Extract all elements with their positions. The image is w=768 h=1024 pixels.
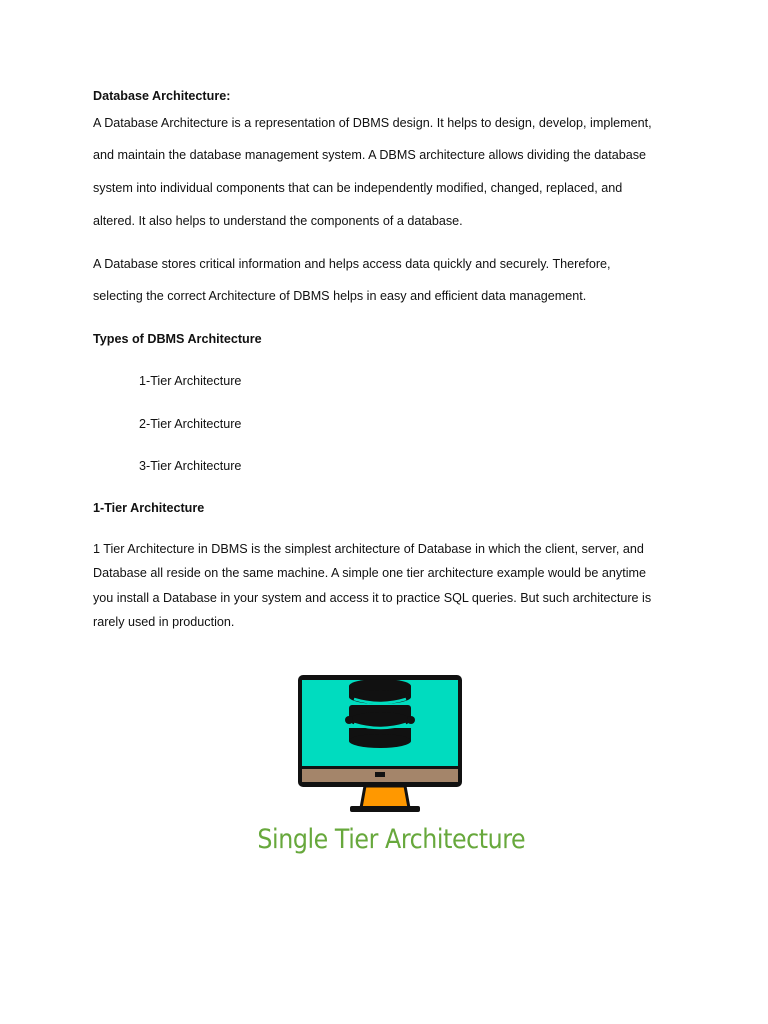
tier1-line: 1 Tier Architecture in DBMS is the simplest architecture of Database in which the client, server, and: [93, 542, 644, 556]
heading-database-architecture: Database Architecture:: [93, 89, 231, 103]
list-item-3-tier: 3-Tier Architecture: [139, 459, 242, 473]
intro-line: altered. It also helps to understand the components of a database.: [93, 214, 463, 228]
database-icon: [345, 679, 415, 748]
intro-line: A Database Architecture is a representation of DBMS design. It helps to design, develop, implement,: [93, 116, 652, 130]
heading-1-tier-architecture: 1-Tier Architecture: [93, 501, 205, 515]
tier1-line: you install a Database in your system and access it to practice SQL queries. But such architecture is: [93, 591, 652, 605]
list-item-1-tier: 1-Tier Architecture: [139, 374, 242, 388]
intro-line: and maintain the database management system. A DBMS architecture allows dividing the database: [93, 148, 647, 162]
heading-types-of-dbms-architecture: Types of DBMS Architecture: [93, 332, 262, 346]
list-item-2-tier: 2-Tier Architecture: [139, 417, 242, 431]
monitor-icon: [240, 668, 530, 818]
intro-line: system into individual components that can be independently modified, changed, replaced, and: [93, 181, 623, 195]
second-paragraph-line: A Database stores critical information and helps access data quickly and securely. Therefore,: [93, 257, 611, 271]
tier1-line: rarely used in production.: [93, 615, 235, 629]
second-paragraph-line: selecting the correct Architecture of DBMS helps in easy and efficient data management.: [93, 289, 587, 303]
tier1-line: Database all reside on the same machine. A simple one tier architecture example would be anytime: [93, 566, 647, 580]
figure-caption: Single Tier Architecture: [257, 824, 526, 855]
